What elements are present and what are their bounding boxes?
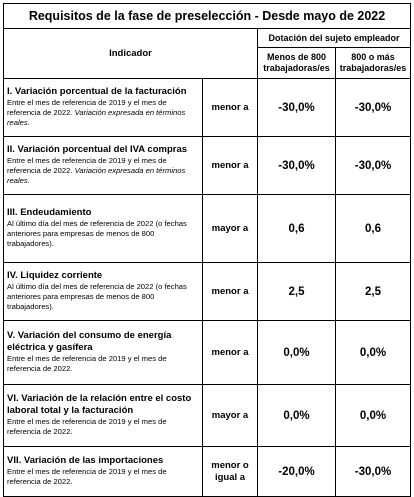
header-menos-800: Menos de 800 trabajadoras/es	[258, 48, 336, 79]
indicator-name: VI. Variación de la relación entre el costo laboral total y la facturación	[7, 393, 192, 416]
indicator-name: V. Variación del consumo de energía eléctrica y gasífera	[7, 330, 172, 353]
indicator-description: Entre el mes de referencia de 2019 y el mes de referencia de 2022.	[7, 417, 167, 436]
table-row	[4, 79, 411, 137]
table-row	[4, 321, 411, 385]
table-row	[4, 195, 411, 263]
value-menos-800: 2,5	[258, 263, 336, 321]
requisitos-table-container	[3, 3, 410, 497]
indicator-cell	[4, 385, 203, 447]
value-800-o-mas: 0,0%	[336, 385, 411, 447]
indicator-cell	[4, 79, 203, 137]
comparator: mayor a	[203, 195, 258, 263]
header-800-o-mas: 800 o más trabajadoras/es	[336, 48, 411, 79]
indicator-cell	[4, 321, 203, 385]
value-800-o-mas: -30,0%	[336, 137, 411, 195]
comparator: menor o igual a	[203, 447, 258, 497]
indicator-description: Entre el mes de referencia de 2019 y el mes de referencia de 2022. Variación expresada en términos reales.	[7, 156, 186, 185]
header-dotacion: Dotación del sujeto empleador	[258, 29, 411, 48]
indicator-name: I. Variación porcentual de la facturación	[7, 86, 187, 97]
comparator: menor a	[203, 321, 258, 385]
indicator-cell	[4, 447, 203, 497]
comparator: menor a	[203, 137, 258, 195]
comparator: mayor a	[203, 385, 258, 447]
table-row	[4, 385, 411, 447]
table-row	[4, 263, 411, 321]
indicator-note: Variación expresada en términos reales.	[7, 108, 186, 127]
indicator-name: IV. Liquidez corriente	[7, 270, 103, 281]
table-row	[4, 137, 411, 195]
indicator-description: Entre el mes de referencia de 2019 y el mes de referencia de 2022.	[7, 467, 167, 486]
table-row	[4, 447, 411, 497]
indicator-name: II. Variación porcentual del IVA compras	[7, 144, 188, 155]
value-800-o-mas: 0,6	[336, 195, 411, 263]
indicator-description: Entre el mes de referencia de 2019 y el mes de referencia de 2022. Variación expresada en términos reales.	[7, 98, 186, 127]
value-menos-800: -20,0%	[258, 447, 336, 497]
comparator: menor a	[203, 263, 258, 321]
value-800-o-mas: -30,0%	[336, 79, 411, 137]
value-800-o-mas: -30,0%	[336, 447, 411, 497]
value-menos-800: -30,0%	[258, 137, 336, 195]
value-800-o-mas: 0,0%	[336, 321, 411, 385]
indicator-description: Al último día del mes de referencia de 2022 (o fechas anteriores para empresas de menos de 800 trabajadores).	[7, 219, 187, 248]
value-menos-800: 0,0%	[258, 385, 336, 447]
requisitos-table	[3, 3, 411, 497]
indicator-name: III. Endeudamiento	[7, 207, 92, 218]
value-menos-800: 0,0%	[258, 321, 336, 385]
value-menos-800: -30,0%	[258, 79, 336, 137]
indicator-note: Variación expresada en términos reales.	[7, 166, 186, 185]
indicator-description: Entre el mes de referencia de 2019 y el mes de referencia de 2022.	[7, 354, 167, 373]
indicator-description: Al último día del mes de referencia de 2022 (o fechas anteriores para empresas de menos de 800 trabajadores).	[7, 282, 187, 311]
header-indicador: Indicador	[4, 29, 258, 79]
indicator-name: VII. Variación de las importaciones	[7, 455, 164, 466]
value-800-o-mas: 2,5	[336, 263, 411, 321]
value-menos-800: 0,6	[258, 195, 336, 263]
table-title: Requisitos de la fase de preselección - Desde mayo de 2022	[4, 4, 411, 29]
comparator: menor a	[203, 79, 258, 137]
indicator-cell	[4, 263, 203, 321]
indicator-cell	[4, 137, 203, 195]
indicator-cell	[4, 195, 203, 263]
